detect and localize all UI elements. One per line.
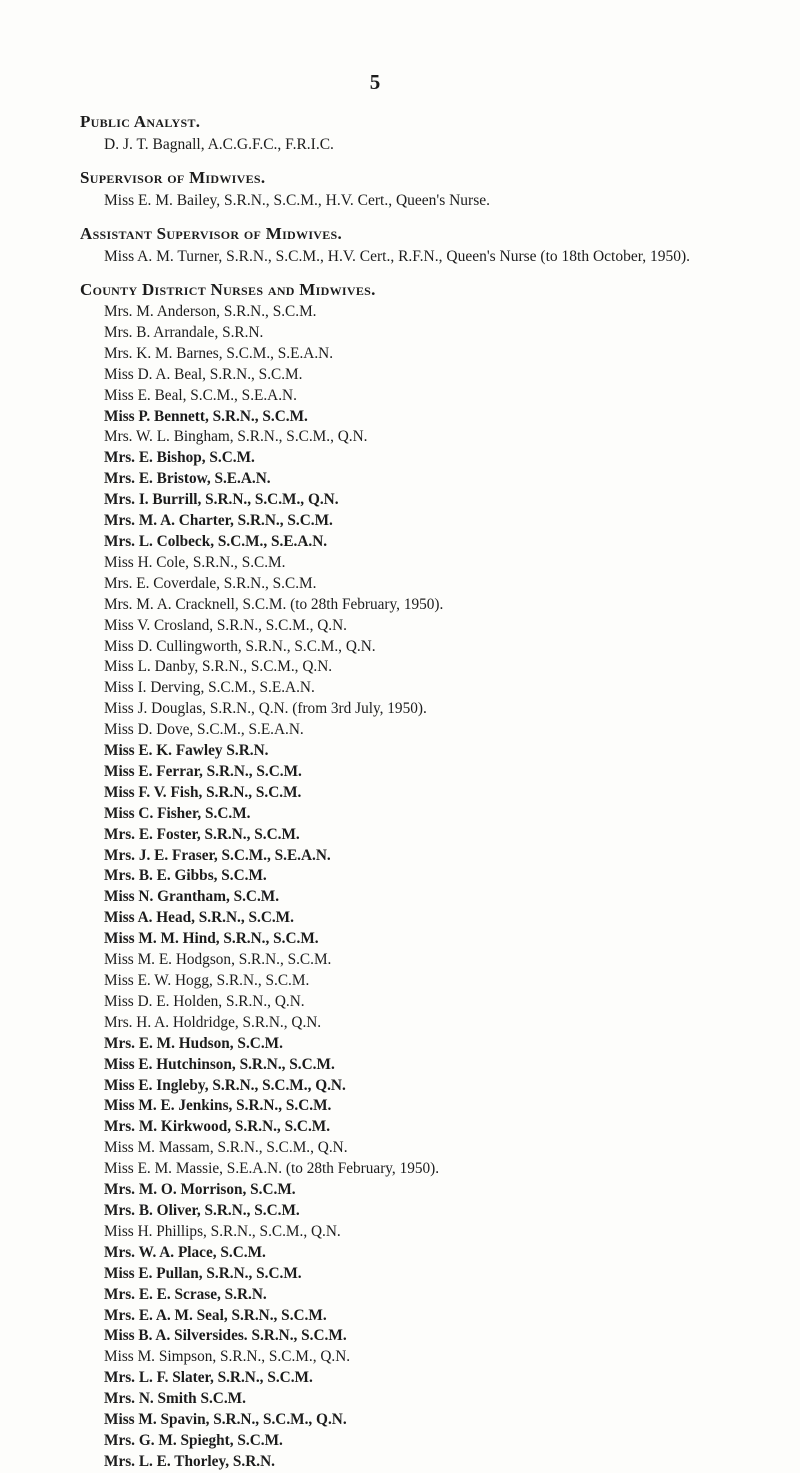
nurse-entry: Miss E. Hutchinson, S.R.N., S.C.M. bbox=[104, 1055, 335, 1073]
nurse-entry: Miss A. Head, S.R.N., S.C.M. bbox=[104, 909, 294, 927]
nurse-entry: Mrs. G. M. Spieght, S.C.M. bbox=[104, 1431, 283, 1449]
nurse-entry: Mrs. E. Foster, S.R.N., S.C.M. bbox=[104, 825, 300, 843]
nurse-entry: Mrs. M. A. Cracknell, S.C.M. (to 28th February, 1950). bbox=[104, 595, 444, 613]
nurse-entry: Mrs. E. E. Scrase, S.R.N. bbox=[104, 1285, 267, 1303]
nurse-entry: Mrs. L. E. Thorley, S.R.N. bbox=[104, 1452, 275, 1470]
assistant-supervisor-section bbox=[80, 222, 780, 268]
nurse-entry: Mrs. M. Anderson, S.R.N., S.C.M. bbox=[104, 303, 317, 320]
nurse-entry: Miss E. Pullan, S.R.N., S.C.M. bbox=[104, 1264, 302, 1282]
nurse-entry: Miss E. Beal, S.C.M., S.E.A.N. bbox=[104, 386, 297, 404]
nurse-entry: Miss M. Simpson, S.R.N., S.C.M., Q.N. bbox=[104, 1348, 351, 1366]
document-body bbox=[80, 110, 780, 1473]
nurse-entry: Miss D. Dove, S.C.M., S.E.A.N. bbox=[104, 721, 304, 739]
nurse-entry: Miss I. Derving, S.C.M., S.E.A.N. bbox=[104, 679, 315, 697]
nurse-list bbox=[80, 302, 780, 1473]
nurse-entry: Miss M. M. Hind, S.R.N., S.C.M. bbox=[104, 930, 319, 948]
nurse-entry: Miss M. Spavin, S.R.N., S.C.M., Q.N. bbox=[104, 1411, 347, 1429]
nurse-entry: Miss N. Grantham, S.C.M. bbox=[104, 888, 280, 906]
nurse-entry: Miss M. E. Jenkins, S.R.N., S.C.M. bbox=[104, 1097, 332, 1115]
supervisor-section bbox=[80, 166, 780, 212]
nurse-entry: Mrs. W. A. Place, S.C.M. bbox=[104, 1243, 266, 1261]
nurse-entry: Miss E. K. Fawley S.R.N. bbox=[104, 742, 269, 760]
nurse-entry: Miss E. M. Massie, S.E.A.N. (to 28th February, 1950). bbox=[104, 1160, 440, 1178]
nurse-entry: Miss E. W. Hogg, S.R.N., S.C.M. bbox=[104, 972, 310, 989]
nurse-entry: Mrs. J. E. Fraser, S.C.M., S.E.A.N. bbox=[104, 846, 331, 864]
nurse-entry: Mrs. M. Kirkwood, S.R.N., S.C.M. bbox=[104, 1118, 331, 1136]
nurse-entry: Miss D. A. Beal, S.R.N., S.C.M. bbox=[104, 365, 303, 383]
nurse-entry: Mrs. B. E. Gibbs, S.C.M. bbox=[104, 867, 267, 885]
nurse-entry: Mrs. W. L. Bingham, S.R.N., S.C.M., Q.N. bbox=[104, 428, 368, 446]
public-analyst-section bbox=[80, 110, 780, 156]
public-analyst-name: D. J. T. Bagnall, A.C.G.F.C., F.R.I.C. bbox=[104, 136, 334, 153]
nurse-entry: Miss H. Phillips, S.R.N., S.C.M., Q.N. bbox=[104, 1222, 341, 1240]
nurse-entry: Miss P. Bennett, S.R.N., S.C.M. bbox=[104, 407, 308, 425]
nurse-entry: Mrs. E. M. Hudson, S.C.M. bbox=[104, 1034, 283, 1052]
nurse-entry: Miss E. Ingleby, S.R.N., S.C.M., Q.N. bbox=[104, 1076, 346, 1094]
nurse-entry: Miss H. Cole, S.R.N., S.C.M. bbox=[104, 553, 286, 571]
nurse-entry: Mrs. E. Bristow, S.E.A.N. bbox=[104, 470, 271, 488]
nurse-entry: Mrs. E. Coverdale, S.R.N., S.C.M. bbox=[104, 574, 317, 592]
nurse-entry: Miss D. Cullingworth, S.R.N., S.C.M., Q.N. bbox=[104, 637, 376, 655]
nurse-entry: Mrs. E. Bishop, S.C.M. bbox=[104, 449, 255, 467]
nurse-entry: Miss M. Massam, S.R.N., S.C.M., Q.N. bbox=[104, 1139, 348, 1157]
nurse-entry: Mrs. B. Arrandale, S.R.N. bbox=[104, 323, 264, 341]
nurse-entry: Miss F. V. Fish, S.R.N., S.C.M. bbox=[104, 783, 302, 801]
nurse-entry: Mrs. K. M. Barnes, S.C.M., S.E.A.N. bbox=[104, 344, 334, 362]
assistant-supervisor-heading: Assistant Supervisor of Midwives. bbox=[80, 224, 343, 243]
nurse-entry: Mrs. L. F. Slater, S.R.N., S.C.M. bbox=[104, 1369, 313, 1387]
nurse-entry: Mrs. L. Colbeck, S.C.M., S.E.A.N. bbox=[104, 532, 328, 550]
nurse-entry: Mrs. M. A. Charter, S.R.N., S.C.M. bbox=[104, 512, 333, 530]
nurse-entry: Mrs. I. Burrill, S.R.N., S.C.M., Q.N. bbox=[104, 491, 339, 509]
nurse-entry: Miss M. E. Hodgson, S.R.N., S.C.M. bbox=[104, 951, 332, 969]
nurse-entry: Mrs. B. Oliver, S.R.N., S.C.M. bbox=[104, 1201, 300, 1219]
page-number: 5 bbox=[369, 70, 381, 94]
assistant-supervisor-name: Miss A. M. Turner, S.R.N., S.C.M., H.V. Cert., R.F.N., Queen's Nurse (to 18th October, 1950). bbox=[104, 248, 691, 265]
nurse-entry: Mrs. M. O. Morrison, S.C.M. bbox=[104, 1181, 296, 1199]
nurse-entry: Miss E. Ferrar, S.R.N., S.C.M. bbox=[104, 762, 302, 780]
nurse-entry: Mrs. H. A. Holdridge, S.R.N., Q.N. bbox=[104, 1013, 322, 1031]
nurse-entry: Mrs. E. A. M. Seal, S.R.N., S.C.M. bbox=[104, 1306, 327, 1324]
nurse-entry: Miss J. Douglas, S.R.N., Q.N. (from 3rd July, 1950). bbox=[104, 700, 427, 718]
nurse-entry: Miss L. Danby, S.R.N., S.C.M., Q.N. bbox=[104, 658, 333, 676]
nurse-entry: Miss B. A. Silversides. S.R.N., S.C.M. bbox=[104, 1327, 347, 1345]
nurse-entry: Miss C. Fisher, S.C.M. bbox=[104, 804, 251, 822]
district-nurses-heading: County District Nurses and Midwives. bbox=[80, 280, 376, 299]
nurse-entry: Miss V. Crosland, S.R.N., S.C.M., Q.N. bbox=[104, 616, 347, 634]
nurse-entry: Miss D. E. Holden, S.R.N., Q.N. bbox=[104, 992, 305, 1010]
supervisor-name: Miss E. M. Bailey, S.R.N., S.C.M., H.V. Cert., Queen's Nurse. bbox=[104, 192, 490, 209]
nurse-entry: Mrs. N. Smith S.C.M. bbox=[104, 1390, 246, 1408]
district-nurses-section bbox=[80, 278, 780, 1473]
public-analyst-heading: Public Analyst. bbox=[80, 112, 201, 131]
supervisor-heading: Supervisor of Midwives. bbox=[80, 168, 266, 187]
